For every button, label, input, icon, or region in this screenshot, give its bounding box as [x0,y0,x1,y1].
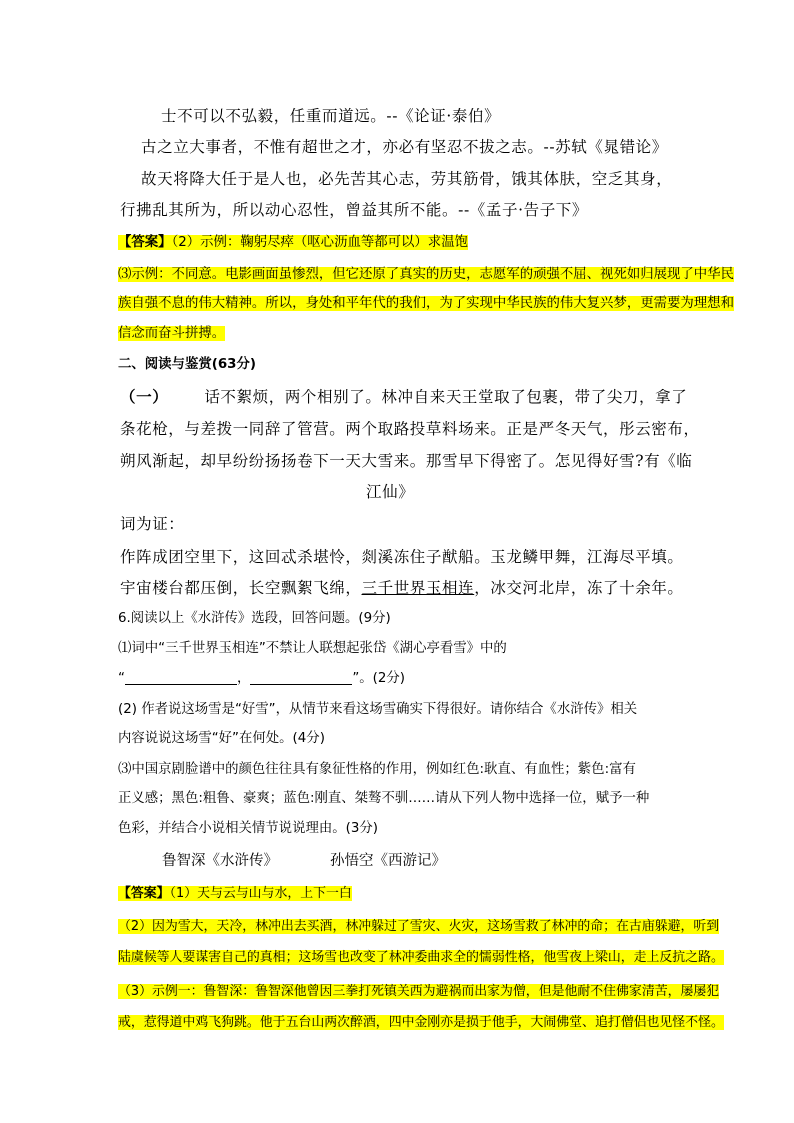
answer-2-a1: （1）天与云与山与水，上下一白 [169,886,352,901]
answer-p3-line-1 [118,263,734,282]
answer-tag: 【答案】 [118,235,172,250]
answer-p3-text-3: 信念而奋斗拼搏。 [118,326,226,341]
passage-line-3: 朔风渐起，却早纷纷扬扬卷下一天大雪来。那雪早下得密了。怎见得好雪?有《临 [120,452,693,470]
answer-blank-1[interactable] [125,670,237,685]
poem-line-2a: 宇宙楼台都压倒，长空飘絮飞绵， [120,579,362,597]
quote-2: 古之立大事者，不惟有超世之才，亦必有坚忍不拔之志。--苏轼《晁错论》 [141,138,668,156]
character-choice-1: 鲁智深《水浒传》 [162,853,278,869]
quote-open: “ [118,671,125,686]
poem-line-2 [120,576,684,598]
passage-label: （一） [120,387,169,406]
question-6-title: 6.阅读以上《水浒传》选段，回答问题。(9分) [118,611,391,626]
question-6-1-line-2 [118,667,405,686]
passage-line-2: 条花枪，与差拨一同辞了管营。两个取路投草料场来。正是严冬天气，彤云密布， [120,420,700,438]
poem-underlined-phrase: 三千世界玉相连 [361,579,475,597]
question-6-2-line-1: (2) 作者说这场雪是“好雪”，从情节来看这场雪确实下得很好。请你结合《水浒传》相关 [118,702,638,717]
answer-p3-text-2: 族自强不息的伟大精神。所以，身处和平年代的我们，为了实现中华民族的伟大复兴梦，更需要为理想和 [118,296,734,311]
answer-2-a3-line-2 [118,1011,724,1030]
character-choice-2: 孙悟空《西游记》 [330,853,446,869]
question-6-3-line-2: 正义感；黑色:粗鲁、豪爽；蓝色:刚直、桀骜不驯……请从下列人物中选择一位，赋予一种 [118,791,650,806]
answer-p3-line-3 [118,322,225,341]
quote-3-line-1: 故天将降大任于是人也，必先苦其心志，劳其筋骨，饿其体肤，空乏其身， [141,170,673,188]
blank-comma: ， [236,671,251,686]
answer-blank-2[interactable] [250,670,352,685]
answer-2-tag: 【答案】 [118,886,170,901]
section-heading: 二、阅读与鉴赏(63分) [118,357,256,372]
answer-p3-text-1: ⑶示例：不同意。电影画面虽惨烈，但它还原了真实的历史，志愿军的顽强不屈、视死如归展现了中华民 [118,267,734,282]
passage-text-1: 话不絮烦，两个相别了。林冲自来天王堂取了包裹，带了尖刀，拿了 [204,388,688,406]
answer-2-a2-text-2: 陆虞候等人要谋害自己的真相；这场雪也改变了林冲委曲求全的懦弱性格，他雪夜上梁山，走上反抗之路。 [118,950,724,965]
question-6-3-line-3: 色彩，并结合小说相关情节说说理由。(3分) [118,821,378,836]
answer-2-a2-text-1: （2）因为雪大，天冷，林冲出去买酒，林冲躲过了雪灾、火灾，这场雪救了林冲的命；在古庙躲避，听到 [118,919,720,934]
question-6-1-line-1: ⑴词中“三千世界玉相连”不禁让人联想起张岱《湖心亭看雪》中的 [118,641,507,656]
answer-p3-line-2 [118,292,734,311]
passage-line-4: 江仙》 [366,483,415,501]
answer-2-a3-text-1: （3）示例一：鲁智深：鲁智深他曾因三拳打死镇关西为避祸而出家为僧，但是他耐不住佛家清苦，屡屡犯 [118,984,720,999]
poem-line-1: 作阵成团空里下，这回忒杀堪怜，剡溪冻住子猷船。玉龙鳞甲舞，江海尽平填。 [120,548,684,566]
question-6-2-line-2: 内容说说这场雪“好”在何处。(4分) [118,731,325,746]
answer-2-a2-line-2 [118,946,724,965]
quote-1: 士不可以不弘毅，任重而道远。--《论证·泰伯》 [161,107,501,125]
poem-line-2c: ，冰交河北岸，冻了十余年。 [474,579,684,597]
answer-2-a2-line-1 [118,915,719,934]
poem-intro: 词为证： [120,515,185,533]
answer-text: （2）示例：鞠躬尽瘁（呕心沥血等都可以）求温饱 [171,235,468,250]
answer-2-line-1 [118,882,352,901]
answer-2-a3-line-1 [118,980,719,999]
question-6-3-line-1: ⑶中国京剧脸谱中的颜色往往具有象征性格的作用，例如红色:耿直、有血性；紫色:富有 [118,762,636,777]
answer-line-1 [118,231,468,250]
quote-close: ”。(2分) [352,671,406,686]
quote-3-line-2: 行拂乱其所为，所以动心忍性，曾益其所不能。--《孟子·告子下》 [120,201,589,219]
answer-2-a3-text-2: 戒，惹得道中鸡飞狗跳。他于五台山两次醉酒，四中金刚亦是损于他手，大闹佛堂、追打僧侣也见怪不怪。 [118,1015,724,1030]
passage-line-1 [120,385,687,407]
